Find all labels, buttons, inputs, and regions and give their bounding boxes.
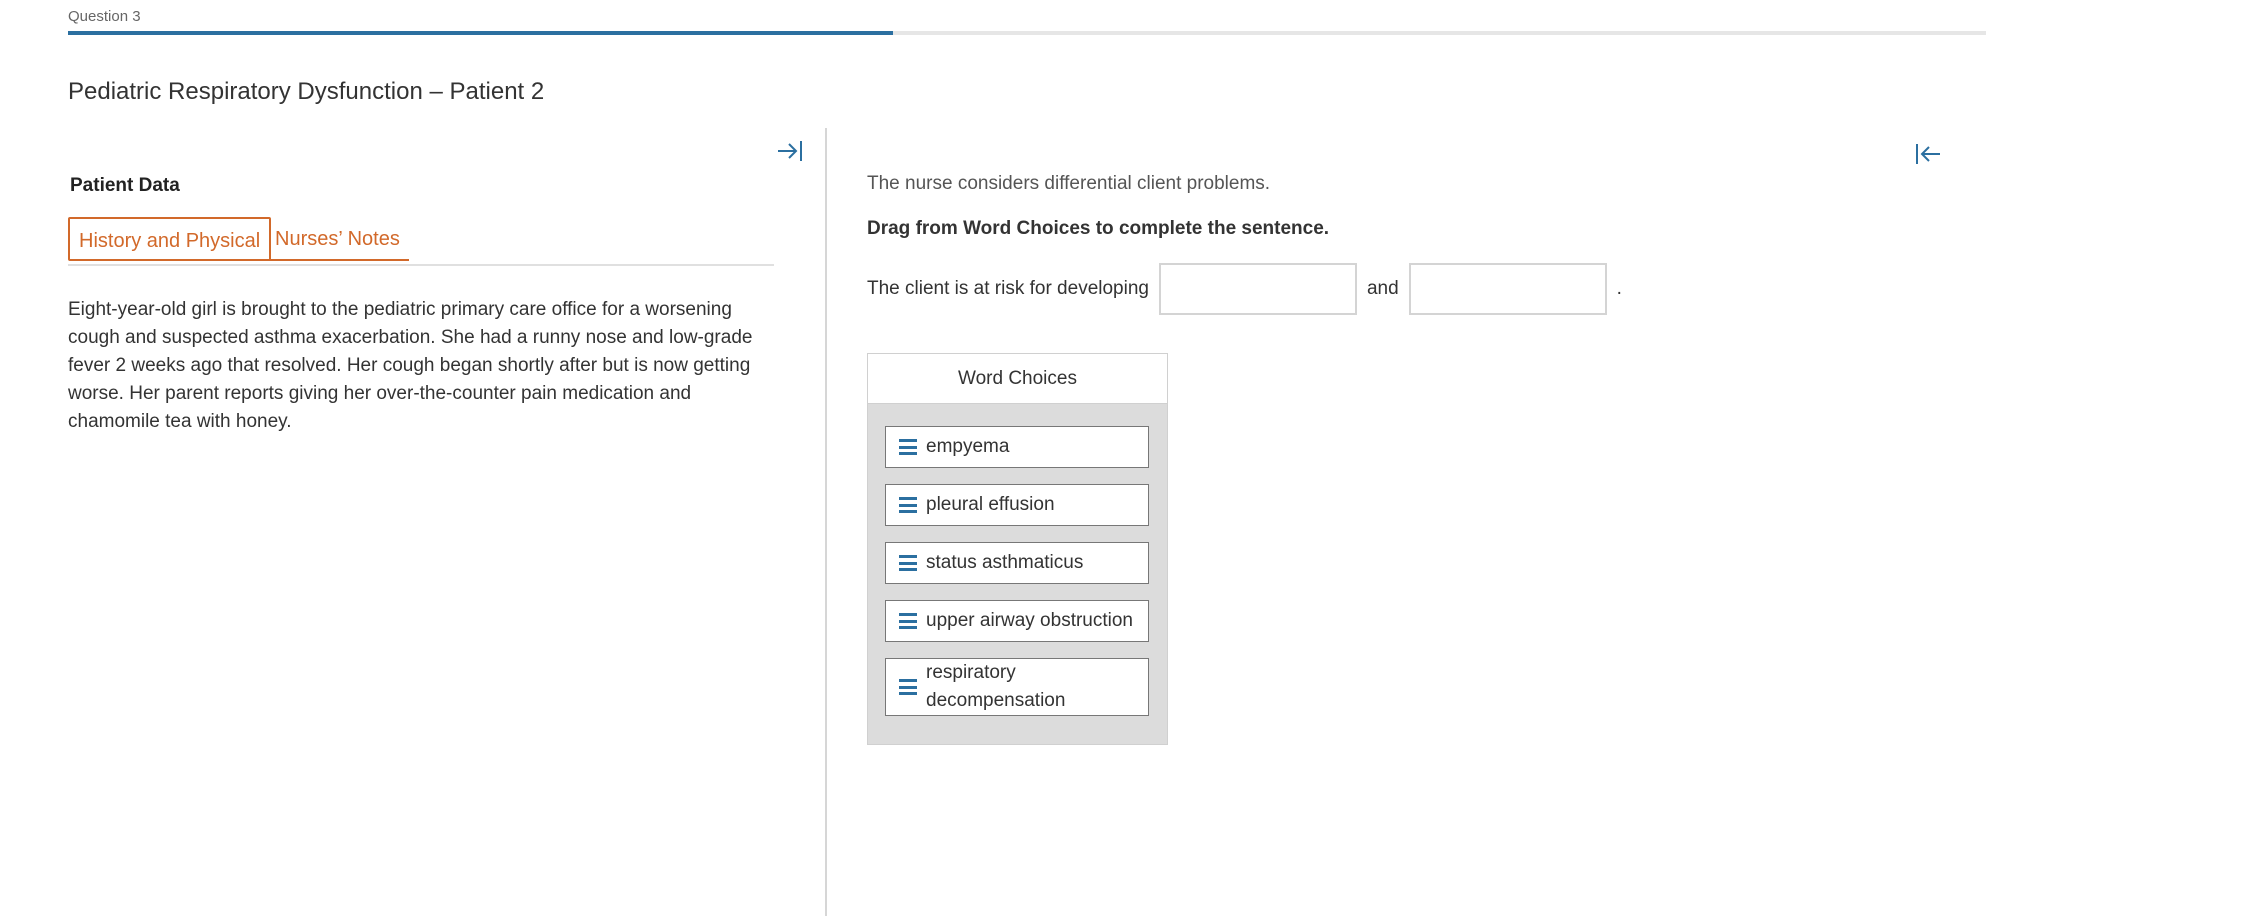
progress-bar	[68, 31, 1986, 35]
history-text: Eight-year-old girl is brought to the pediatric primary care office for a worsening cough and suspected asthma exacerbation. She had a runny nose and low-grade fever 2 weeks ago that resolved. Her cough began shortly after but is now getting worse. Her parent reports giving her over-the-counter pain medication and chamomile tea with honey.	[68, 299, 753, 432]
drag-instruction: Drag from Word Choices to complete the sentence.	[867, 218, 1330, 239]
instruction-text: The nurse considers differential client problems.	[867, 173, 1271, 194]
word-choice-item[interactable]	[885, 658, 1149, 716]
word-choice-label: upper airway obstruction	[926, 610, 1133, 631]
progress-fill	[68, 31, 893, 35]
patient-data-heading: Patient Data	[70, 175, 180, 196]
collapse-left-icon[interactable]	[1914, 142, 1942, 166]
word-choice-label: pleural effusion	[926, 494, 1055, 515]
drop-zone-1[interactable]	[1159, 263, 1357, 315]
sentence-suffix: .	[1616, 278, 1622, 299]
word-choice-item[interactable]	[885, 600, 1149, 642]
drop-zone-2[interactable]	[1409, 263, 1607, 315]
question-label: Question 3	[68, 8, 141, 25]
word-choice-item[interactable]	[885, 542, 1149, 584]
drag-handle-icon	[899, 555, 917, 571]
collapse-right-icon[interactable]	[776, 139, 804, 163]
tab-nurses-notes[interactable]: Nurses’ Notes	[266, 217, 409, 261]
drag-handle-icon	[899, 679, 917, 695]
panel-divider[interactable]	[825, 128, 827, 916]
word-choice-item[interactable]	[885, 426, 1149, 468]
drag-handle-icon	[899, 613, 917, 629]
word-choice-label: status asthmaticus	[926, 552, 1084, 573]
sentence-prefix: The client is at risk for developing	[867, 278, 1149, 299]
patient-data-tabs	[68, 217, 774, 266]
drag-handle-icon	[899, 439, 917, 455]
tab-history-and-physical[interactable]: History and Physical	[68, 217, 271, 261]
word-choices-header: Word Choices	[868, 354, 1167, 404]
sentence	[867, 262, 1622, 316]
drag-handle-icon	[899, 497, 917, 513]
word-choice-item[interactable]	[885, 484, 1149, 526]
page-title: Pediatric Respiratory Dysfunction – Patient 2	[68, 78, 545, 105]
sentence-connector: and	[1366, 278, 1399, 299]
word-choice-label: respiratory decompensation	[926, 662, 1066, 711]
word-choices-panel	[867, 353, 1168, 745]
word-choice-label: empyema	[926, 436, 1010, 457]
